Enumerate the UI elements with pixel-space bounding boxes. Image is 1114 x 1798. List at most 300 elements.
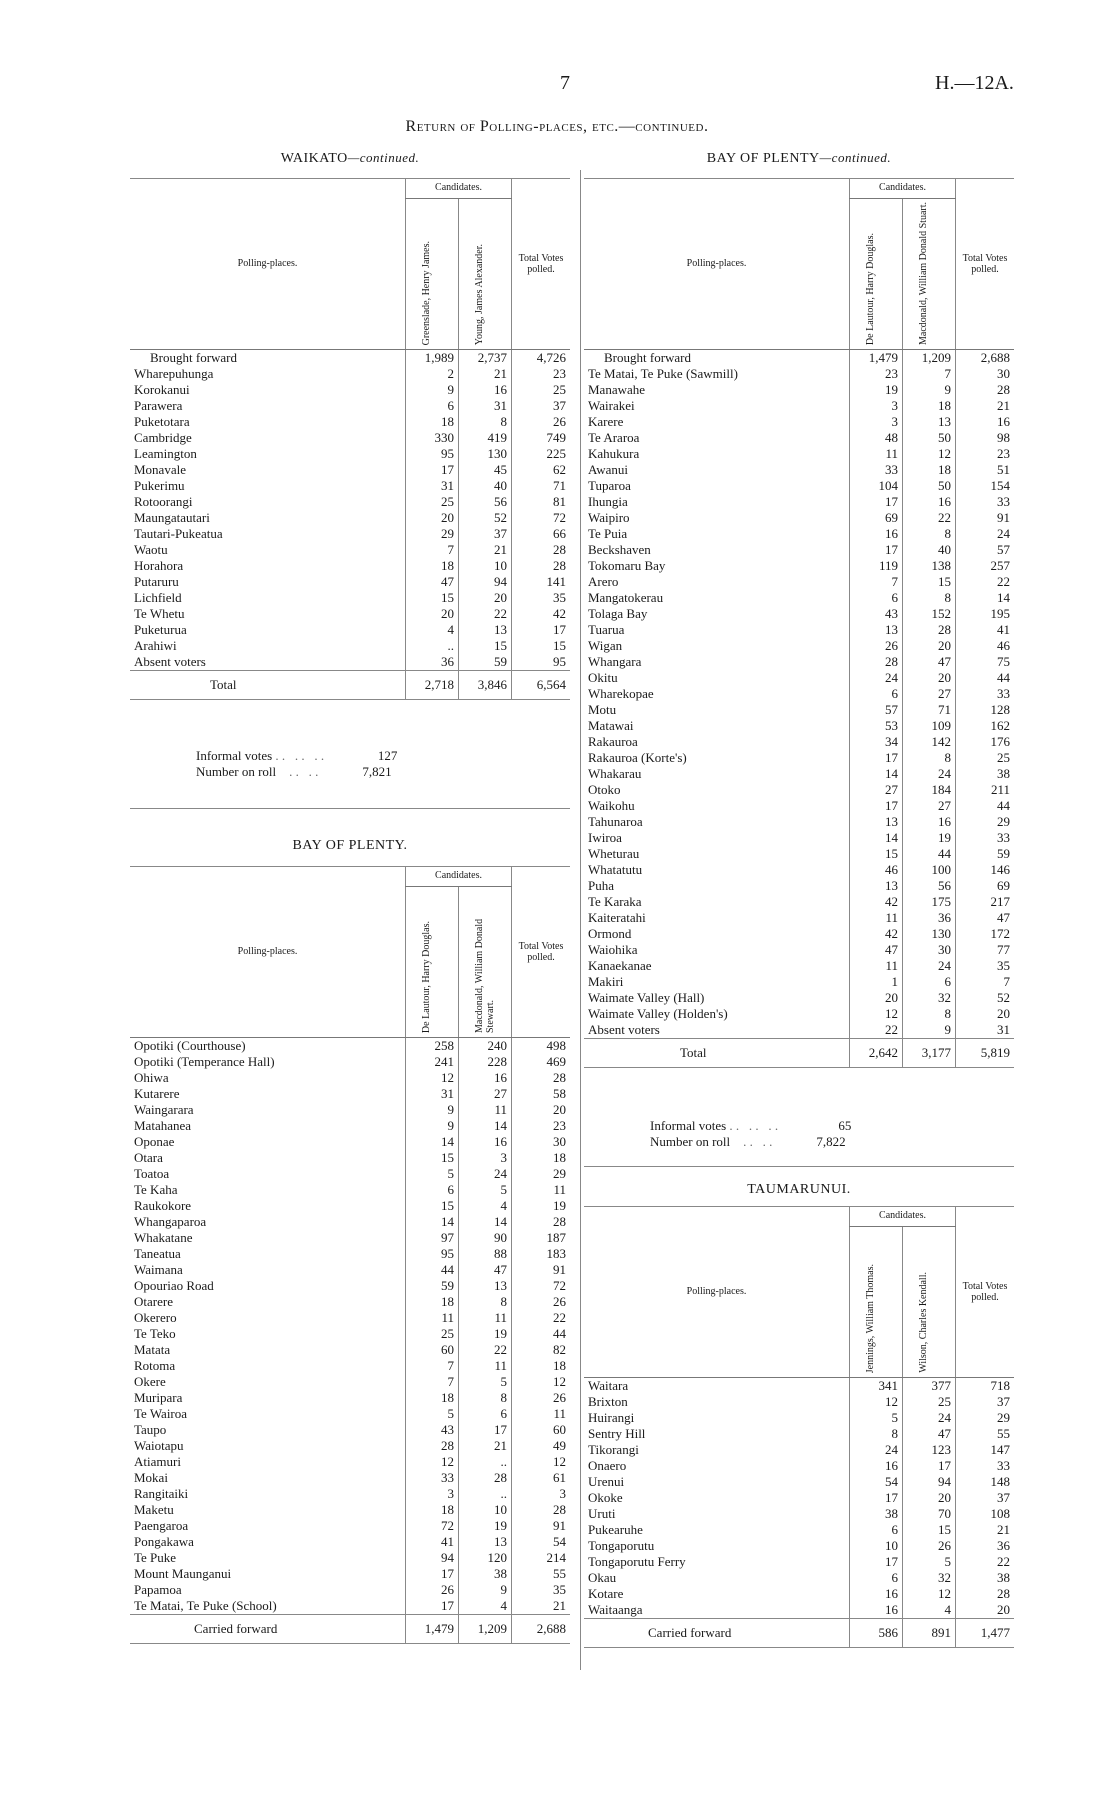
table-row [130, 1118, 570, 1134]
candidate-votes-cell: 377 [903, 1378, 956, 1395]
polling-place-name: Ormond [588, 926, 632, 941]
candidates-header: Candidates. [850, 1206, 956, 1227]
candidate-votes-cell: 6 [459, 1406, 512, 1422]
polling-place-name: Putaruru [134, 574, 179, 589]
table-row [584, 558, 1014, 574]
candidate-votes-cell: 5 [406, 1166, 459, 1182]
total-votes-cell: 28 [512, 1502, 571, 1518]
total-votes-cell: 46 [956, 638, 1015, 654]
total-votes-cell: 28 [512, 1214, 571, 1230]
candidate-votes-cell: 43 [406, 1422, 459, 1438]
total-votes-cell: 14 [956, 590, 1015, 606]
polling-place-name: Wigan [588, 638, 623, 653]
polling-place-name: Whakarau [588, 766, 642, 781]
candidate-votes-cell: 22 [459, 1342, 512, 1358]
polling-place-name: Rotoma [134, 1358, 176, 1373]
total-votes-header: Total Votes polled. [512, 866, 571, 1038]
table-row [130, 1438, 570, 1454]
table-row [584, 1570, 1014, 1586]
candidate-votes-cell: 28 [459, 1470, 512, 1486]
candidate-header: Wilson, Charles Kendall. [903, 1227, 956, 1378]
candidate-header: Macdonald, William Donald Stuart. [903, 199, 956, 350]
polling-place-name: Waimate Valley (Hall) [588, 990, 705, 1005]
table-row [130, 1310, 570, 1326]
table-row [584, 1426, 1014, 1442]
candidate-votes-cell: 10 [850, 1538, 903, 1554]
total-votes-cell: 33 [956, 686, 1015, 702]
waikato-table [130, 178, 570, 700]
candidate-votes-cell: 341 [850, 1378, 903, 1395]
table-row [130, 1342, 570, 1358]
candidate-votes-cell: 258 [406, 1038, 459, 1055]
polling-place-name: Waimana [134, 1262, 183, 1277]
candidate-header: Young, James Alexander. [459, 199, 512, 350]
polling-place-name: Taupo [134, 1422, 167, 1437]
total-votes-cell: 60 [512, 1422, 571, 1438]
table-row [130, 382, 570, 398]
polling-place-name: Raukokore [134, 1198, 192, 1213]
candidate-votes-cell: 17 [406, 462, 459, 478]
bay-of-plenty-table [130, 866, 570, 1644]
polling-place-name: Tongaporutu [588, 1538, 655, 1553]
table-row [130, 1582, 570, 1598]
total-votes-cell: 30 [512, 1134, 571, 1150]
candidate-votes-cell: 6 [903, 974, 956, 990]
candidate-votes-cell: 34 [850, 734, 903, 750]
candidate-votes-cell: 36 [903, 910, 956, 926]
table-row [584, 1554, 1014, 1570]
candidate-votes-cell: 95 [406, 446, 459, 462]
candidate-votes-cell: 24 [850, 670, 903, 686]
table-row [584, 638, 1014, 654]
table-row [584, 1602, 1014, 1619]
total-votes-cell: 41 [956, 622, 1015, 638]
polling-place-name: Waiotapu [134, 1438, 184, 1453]
candidate-votes-cell: 41 [406, 1534, 459, 1550]
table-row [130, 1518, 570, 1534]
total-votes-cell: 172 [956, 926, 1015, 942]
polling-place-name: Wharepuhunga [134, 366, 214, 381]
total-votes-cell: 147 [956, 1442, 1015, 1458]
table-row [130, 1198, 570, 1214]
polling-place-name: Leamington [134, 446, 197, 461]
candidate-votes-cell: 60 [406, 1342, 459, 1358]
polling-place-name: Kaiteratahi [588, 910, 646, 925]
candidate-votes-cell: 5 [406, 1406, 459, 1422]
total-votes-cell: 28 [956, 1586, 1015, 1602]
candidate-votes-cell: 56 [459, 494, 512, 510]
polling-place-name: Okoke [588, 1490, 623, 1505]
total-votes-cell: 26 [512, 414, 571, 430]
candidate-votes-cell: .. [459, 1454, 512, 1470]
candidate-votes-cell: 4 [903, 1602, 956, 1619]
total-votes-cell: 11 [512, 1182, 571, 1198]
candidate-votes-cell: 18 [406, 558, 459, 574]
total-votes-cell: 211 [956, 782, 1015, 798]
polling-place-name: Mount Maunganui [134, 1566, 232, 1581]
table-row [584, 542, 1014, 558]
candidate-votes-cell: 13 [459, 622, 512, 638]
total-votes-cell: 25 [956, 750, 1015, 766]
candidate-votes-cell: .. [406, 638, 459, 654]
candidate-votes-cell: 21 [459, 1438, 512, 1454]
bay-of-plenty-title: BAY OF PLENTY. [292, 838, 408, 853]
total-votes-cell: 38 [956, 766, 1015, 782]
table-row [130, 1566, 570, 1582]
polling-place-name: Te Kaha [134, 1182, 178, 1197]
total-votes-cell: 28 [956, 382, 1015, 398]
candidate-votes-cell: 15 [850, 846, 903, 862]
table-row [130, 430, 570, 446]
total-row: Total 2,718 3,846 6,564 [130, 671, 570, 700]
total-votes-cell: 15 [512, 638, 571, 654]
polling-place-name: Okitu [588, 670, 618, 685]
polling-place-name: Matawai [588, 718, 634, 733]
total-votes-cell: 71 [512, 478, 571, 494]
total-votes-cell: 21 [956, 398, 1015, 414]
candidate-votes-cell: 28 [903, 622, 956, 638]
candidate-votes-cell: 19 [459, 1518, 512, 1534]
polling-place-name: Beckshaven [588, 542, 651, 557]
table-row [584, 734, 1014, 750]
candidate-votes-cell: 17 [850, 494, 903, 510]
candidate-votes-cell: 33 [406, 1470, 459, 1486]
candidate-votes-cell: 16 [459, 1134, 512, 1150]
polling-place-name: Onaero [588, 1458, 627, 1473]
candidate-votes-cell: 50 [903, 430, 956, 446]
total-votes-cell: 61 [512, 1470, 571, 1486]
total-votes-cell: 4,726 [512, 350, 571, 367]
polling-place-name: Arero [588, 574, 619, 589]
candidate-votes-cell: 20 [459, 590, 512, 606]
bay-of-plenty-continued-table [584, 178, 1014, 1068]
table-row [584, 910, 1014, 926]
candidate-votes-cell: 8 [459, 1390, 512, 1406]
table-row [130, 1294, 570, 1310]
candidate-votes-cell: 16 [903, 814, 956, 830]
total-votes-cell: 22 [956, 574, 1015, 590]
table-row [584, 926, 1014, 942]
candidate-votes-cell: 9 [903, 1022, 956, 1039]
table-row [584, 830, 1014, 846]
candidate-votes-cell: 29 [406, 526, 459, 542]
candidate-votes-cell: 1,479 [850, 350, 903, 367]
polling-place-name: Te Matai, Te Puke (Sawmill) [588, 366, 738, 381]
table-row [130, 1390, 570, 1406]
candidate-votes-cell: 47 [850, 942, 903, 958]
polling-place-name: Sentry Hill [588, 1426, 646, 1441]
candidate-votes-cell: 42 [850, 926, 903, 942]
candidate-votes-cell: 13 [850, 622, 903, 638]
candidate-votes-cell: 20 [406, 510, 459, 526]
candidate-votes-cell: 31 [406, 478, 459, 494]
table-row [584, 1006, 1014, 1022]
candidate-votes-cell: 11 [459, 1310, 512, 1326]
total-votes-cell: 19 [512, 1198, 571, 1214]
total-votes-cell: 42 [512, 606, 571, 622]
total-votes-cell: 195 [956, 606, 1015, 622]
candidate-votes-cell: 42 [850, 894, 903, 910]
total-votes-cell: 33 [956, 830, 1015, 846]
table-row [130, 1550, 570, 1566]
total-votes-cell: 30 [956, 366, 1015, 382]
table-row [130, 1598, 570, 1615]
table-row [130, 478, 570, 494]
candidate-votes-cell: 26 [903, 1538, 956, 1554]
polling-place-name: Korokanui [134, 382, 190, 397]
candidate-votes-cell: 17 [406, 1598, 459, 1615]
candidate-votes-cell: 59 [459, 654, 512, 671]
candidate-votes-cell: 5 [903, 1554, 956, 1570]
polling-place-name: Okere [134, 1374, 166, 1389]
candidate-votes-cell: 7 [406, 1374, 459, 1390]
candidate-votes-cell: 13 [903, 414, 956, 430]
table-row [130, 526, 570, 542]
table-row [584, 526, 1014, 542]
candidate-votes-cell: 72 [406, 1518, 459, 1534]
table-row [130, 350, 570, 367]
table-row [584, 670, 1014, 686]
candidate-votes-cell: 11 [850, 446, 903, 462]
table-row [130, 1230, 570, 1246]
waikato-title: WAIKATO—continued. [280, 150, 420, 166]
candidate-votes-cell: 10 [459, 558, 512, 574]
total-votes-cell: 37 [956, 1490, 1015, 1506]
candidate-votes-cell: 17 [406, 1566, 459, 1582]
polling-place-name: Tahunaroa [588, 814, 643, 829]
polling-place-name: Te Araroa [588, 430, 640, 445]
carried-forward-row: Carried forward 586 891 1,477 [584, 1619, 1014, 1648]
table-row [130, 1278, 570, 1294]
table-row [130, 1406, 570, 1422]
polling-place-name: Waipiro [588, 510, 630, 525]
candidate-votes-cell: 47 [903, 1426, 956, 1442]
table-row [130, 606, 570, 622]
total-votes-cell: 28 [512, 542, 571, 558]
candidate-votes-cell: 18 [903, 398, 956, 414]
page-title: Return of Polling-places, etc.—continued. [405, 118, 709, 135]
candidate-votes-cell: 24 [903, 1410, 956, 1426]
total-votes-cell: 51 [956, 462, 1015, 478]
total-votes-cell: 7 [956, 974, 1015, 990]
table-row [584, 1378, 1014, 1395]
total-votes-cell: 72 [512, 510, 571, 526]
polling-place-name: Te Puia [588, 526, 628, 541]
candidate-votes-cell: 28 [406, 1438, 459, 1454]
total-votes-cell: 154 [956, 478, 1015, 494]
total-votes-cell: 29 [956, 814, 1015, 830]
table-row [584, 1394, 1014, 1410]
polling-place-name: Brought forward [150, 350, 238, 365]
candidate-votes-cell: 14 [406, 1134, 459, 1150]
total-votes-cell: 23 [956, 446, 1015, 462]
polling-places-header: Polling-places. [130, 178, 406, 350]
candidate-votes-cell: 31 [406, 1086, 459, 1102]
candidate-votes-cell: 22 [850, 1022, 903, 1039]
table-row [130, 542, 570, 558]
total-votes-cell: 23 [512, 1118, 571, 1134]
total-votes-cell: 29 [512, 1166, 571, 1182]
table-row [130, 1134, 570, 1150]
candidate-header: De Lautour, Harry Douglas. [850, 199, 903, 350]
total-votes-cell: 176 [956, 734, 1015, 750]
polling-place-name: Mangatokerau [588, 590, 664, 605]
candidate-votes-cell: 120 [459, 1550, 512, 1566]
total-votes-cell: 91 [956, 510, 1015, 526]
candidate-votes-cell: 6 [850, 1522, 903, 1538]
candidate-votes-cell: 17 [850, 750, 903, 766]
total-votes-cell: 59 [956, 846, 1015, 862]
total-votes-cell: 66 [512, 526, 571, 542]
polling-place-name: Karere [588, 414, 624, 429]
total-votes-cell: 217 [956, 894, 1015, 910]
waikato-informal-votes: Informal votes . . . . . . 127 [196, 748, 398, 763]
polling-place-name: Te Whetu [134, 606, 185, 621]
polling-place-name: Maketu [134, 1502, 174, 1517]
candidate-votes-cell: 11 [459, 1102, 512, 1118]
total-votes-cell: 162 [956, 718, 1015, 734]
table-row [130, 1486, 570, 1502]
candidate-votes-cell: 16 [850, 1458, 903, 1474]
table-row [130, 1086, 570, 1102]
candidate-votes-cell: 7 [406, 542, 459, 558]
candidate-votes-cell: 14 [850, 766, 903, 782]
candidate-votes-cell: 14 [850, 830, 903, 846]
table-row [130, 1262, 570, 1278]
candidate-votes-cell: 95 [406, 1246, 459, 1262]
total-votes-cell: 44 [956, 798, 1015, 814]
total-votes-cell: 62 [512, 462, 571, 478]
polling-place-name: Ihungia [588, 494, 628, 509]
candidate-header: Macdonald, William Donald Stewart. [459, 887, 512, 1038]
table-row [584, 750, 1014, 766]
candidate-votes-cell: 9 [903, 382, 956, 398]
table-row [130, 1166, 570, 1182]
polling-place-name: Tautari-Pukeatua [134, 526, 223, 541]
candidate-votes-cell: 21 [459, 542, 512, 558]
total-votes-cell: 55 [512, 1566, 571, 1582]
candidate-votes-cell: 13 [459, 1278, 512, 1294]
total-votes-cell: 69 [956, 878, 1015, 894]
candidate-votes-cell: 17 [459, 1422, 512, 1438]
candidate-votes-cell: 44 [406, 1262, 459, 1278]
total-votes-cell: 37 [956, 1394, 1015, 1410]
table-row [130, 398, 570, 414]
polling-place-name: Otoko [588, 782, 621, 797]
candidate-votes-cell: 1 [850, 974, 903, 990]
candidate-votes-cell: 240 [459, 1038, 512, 1055]
table-row [584, 398, 1014, 414]
total-votes-cell: 20 [956, 1006, 1015, 1022]
candidate-votes-cell: 19 [459, 1326, 512, 1342]
total-votes-cell: 82 [512, 1342, 571, 1358]
polling-place-name: Taneatua [134, 1246, 181, 1261]
candidate-votes-cell: 8 [903, 526, 956, 542]
candidate-votes-cell: 5 [850, 1410, 903, 1426]
candidate-votes-cell: 36 [406, 654, 459, 671]
candidate-votes-cell: 26 [850, 638, 903, 654]
table-row [584, 1490, 1014, 1506]
page-number: 7 [560, 72, 570, 94]
candidate-votes-cell: 3 [850, 398, 903, 414]
table-row [584, 1538, 1014, 1554]
candidate-votes-cell: 27 [903, 798, 956, 814]
total-votes-cell: 141 [512, 574, 571, 590]
candidate-votes-cell: 175 [903, 894, 956, 910]
table-row [130, 1358, 570, 1374]
waikato-number-on-roll: Number on roll . . . . 7,821 [196, 764, 392, 779]
table-row [584, 494, 1014, 510]
polling-place-name: Kotare [588, 1586, 624, 1601]
table-row [584, 782, 1014, 798]
total-votes-cell: 58 [512, 1086, 571, 1102]
table-row [584, 1442, 1014, 1458]
polling-place-name: Parawera [134, 398, 183, 413]
total-votes-cell: 498 [512, 1038, 571, 1055]
candidate-votes-cell: 17 [850, 542, 903, 558]
candidate-votes-cell: 31 [459, 398, 512, 414]
total-votes-cell: 23 [512, 366, 571, 382]
candidate-votes-cell: 43 [850, 606, 903, 622]
candidate-votes-cell: 14 [406, 1214, 459, 1230]
table-row [130, 1070, 570, 1086]
candidate-votes-cell: 109 [903, 718, 956, 734]
candidate-votes-cell: 16 [459, 382, 512, 398]
candidate-votes-cell: 13 [850, 814, 903, 830]
total-votes-cell: 28 [512, 1070, 571, 1086]
table-row [584, 878, 1014, 894]
polling-place-name: Opotiki (Temperance Hall) [134, 1054, 275, 1069]
table-row [584, 846, 1014, 862]
candidate-votes-cell: 20 [406, 606, 459, 622]
candidate-votes-cell: 17 [850, 1554, 903, 1570]
total-votes-cell: 20 [956, 1602, 1015, 1619]
polling-place-name: Opouriao Road [134, 1278, 214, 1293]
table-row [584, 478, 1014, 494]
candidate-votes-cell: 17 [903, 1458, 956, 1474]
candidate-votes-cell: 123 [903, 1442, 956, 1458]
total-votes-cell: 91 [512, 1262, 571, 1278]
candidate-votes-cell: 15 [406, 590, 459, 606]
table-row [130, 1454, 570, 1470]
polling-place-name: Te Teko [134, 1326, 176, 1341]
polling-place-name: Matata [134, 1342, 171, 1357]
candidate-votes-cell: 15 [903, 1522, 956, 1538]
candidate-votes-cell: 22 [459, 606, 512, 622]
table-row [584, 350, 1014, 367]
polling-place-name: Puketurua [134, 622, 187, 637]
candidate-votes-cell: 14 [459, 1118, 512, 1134]
table-row [130, 1422, 570, 1438]
total-votes-cell: 3 [512, 1486, 571, 1502]
candidate-votes-cell: 40 [903, 542, 956, 558]
table-row [584, 1506, 1014, 1522]
candidate-votes-cell: 33 [850, 462, 903, 478]
candidate-votes-cell: 419 [459, 430, 512, 446]
carried-forward-row: Carried forward 1,479 1,209 2,688 [130, 1615, 570, 1644]
candidate-votes-cell: .. [459, 1486, 512, 1502]
polling-place-name: Manawahe [588, 382, 646, 397]
bop-informal-votes: Informal votes . . . . . . 65 [650, 1118, 852, 1133]
polling-place-name: Waotu [134, 542, 168, 557]
polling-place-name: Waikohu [588, 798, 635, 813]
total-votes-cell: 33 [956, 1458, 1015, 1474]
total-votes-cell: 54 [512, 1534, 571, 1550]
total-votes-cell: 22 [512, 1310, 571, 1326]
table-row [130, 366, 570, 382]
polling-place-name: Rotoorangi [134, 494, 193, 509]
candidate-votes-cell: 15 [459, 638, 512, 654]
